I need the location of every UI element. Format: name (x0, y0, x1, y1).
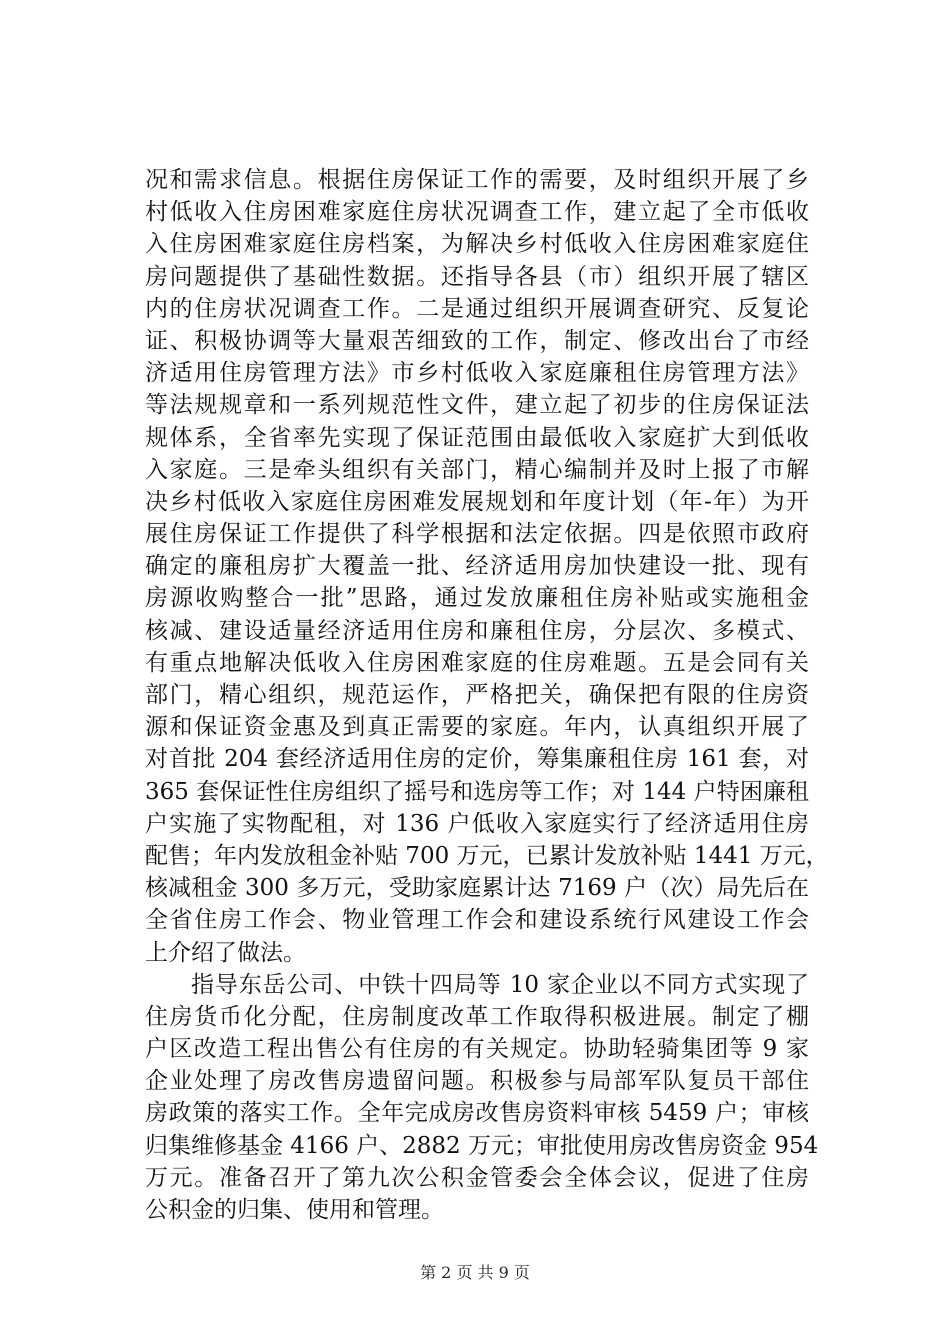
paragraph (145, 969, 819, 1227)
text-line: 户区改造工程出售公有住房的有关规定。协助轻骑集团等 9 家 (145, 1036, 809, 1063)
text-line: 入住房困难家庭住房档案，为解决乡村低收入住房困难家庭住 (145, 231, 809, 258)
text-line: 入家庭。三是牵头组织有关部门，精心编制并及时上报了市解 (145, 456, 809, 483)
text-line: 365 套保证性住房组织了摇号和选房等工作；对 144 户特困廉租 (145, 778, 809, 805)
text-line: 确定的廉租房扩大覆盖一批、经济适用房加快建设一批、现有 (145, 553, 809, 580)
text-line: 有重点地解决低收入住房困难家庭的住房难题。五是会同有关 (145, 649, 809, 676)
text-line: 村低收入住房困难家庭住房状况调查工作，建立起了全市低收 (145, 199, 809, 226)
text-line: 上介绍了做法。 (145, 939, 306, 966)
text-line: 企业处理了房改售房遗留问题。积极参与局部军队复员干部住 (145, 1068, 809, 1095)
text-line: 况和需求信息。根据住房保证工作的需要，及时组织开展了乡 (145, 167, 809, 193)
page-footer: 第 2 页 共 9 页 (420, 1263, 530, 1282)
text-line: 房问题提供了基础性数据。还指导各县（市）组织开展了辖区 (145, 263, 809, 290)
text-line: 万元。准备召开了第九次公积金管委会全体会议，促进了住房 (145, 1164, 809, 1191)
text-line: 配售；年内发放租金补贴 700 万元，已累计发放补贴 1441 万元， (145, 842, 829, 869)
text-line: 公积金的归集、使用和管理。 (145, 1197, 444, 1223)
text-line: 展住房保证工作提供了科学根据和法定依据。四是依照市政府 (145, 521, 809, 548)
text-line: 决乡村低收入家庭住房困难发展规划和年度计划（年-年）为开 (145, 488, 809, 515)
document-body (145, 164, 829, 1226)
text-line: 等法规规章和一系列规范性文件，建立起了初步的住房保证法 (145, 392, 809, 419)
text-line: 户实施了实物配租，对 136 户低收入家庭实行了经济适用住房 (145, 810, 809, 837)
paragraph (145, 164, 829, 969)
text-line: 全省住房工作会、物业管理工作会和建设系统行风建设工作会 (145, 907, 809, 934)
text-line: 核减、建设适量经济适用住房和廉租住房，分层次、多模式、 (145, 617, 809, 644)
text-line: 房政策的落实工作。全年完成房改售房资料审核 5459 户；审核 (145, 1100, 809, 1127)
text-line: 规体系，全省率先实现了保证范围由最低收入家庭扩大到低收 (145, 424, 809, 451)
text-line: 证、积极协调等大量艰苦细致的工作，制定、修改出台了市经 (145, 327, 809, 354)
text-line: 部门，精心组织，规范运作，严格把关，确保把有限的住房资 (145, 682, 809, 708)
text-line: 归集维修基金 4166 户、2882 万元；审批使用房改售房资金 954 (145, 1132, 819, 1159)
text-line: 指导东岳公司、中铁十四局等 10 家企业以不同方式实现了 (191, 971, 809, 998)
text-line: 内的住房状况调查工作。二是通过组织开展调查研究、反复论 (145, 295, 809, 322)
text-line: 源和保证资金惠及到真正需要的家庭。年内，认真组织开展了 (145, 714, 809, 741)
text-line: 济适用住房管理方法》市乡村低收入家庭廉租住房管理方法》 (145, 360, 809, 387)
text-line: 房源收购整合一批”思路，通过发放廉租住房补贴或实施租金 (145, 585, 809, 612)
text-line: 对首批 204 套经济适用住房的定价，筹集廉租住房 161 套，对 (145, 746, 809, 773)
text-line: 核减租金 300 多万元，受助家庭累计达 7169 户（次）局先后在 (145, 875, 809, 902)
text-line: 住房货币化分配，住房制度改革工作取得积极进展。制定了棚 (145, 1003, 809, 1030)
